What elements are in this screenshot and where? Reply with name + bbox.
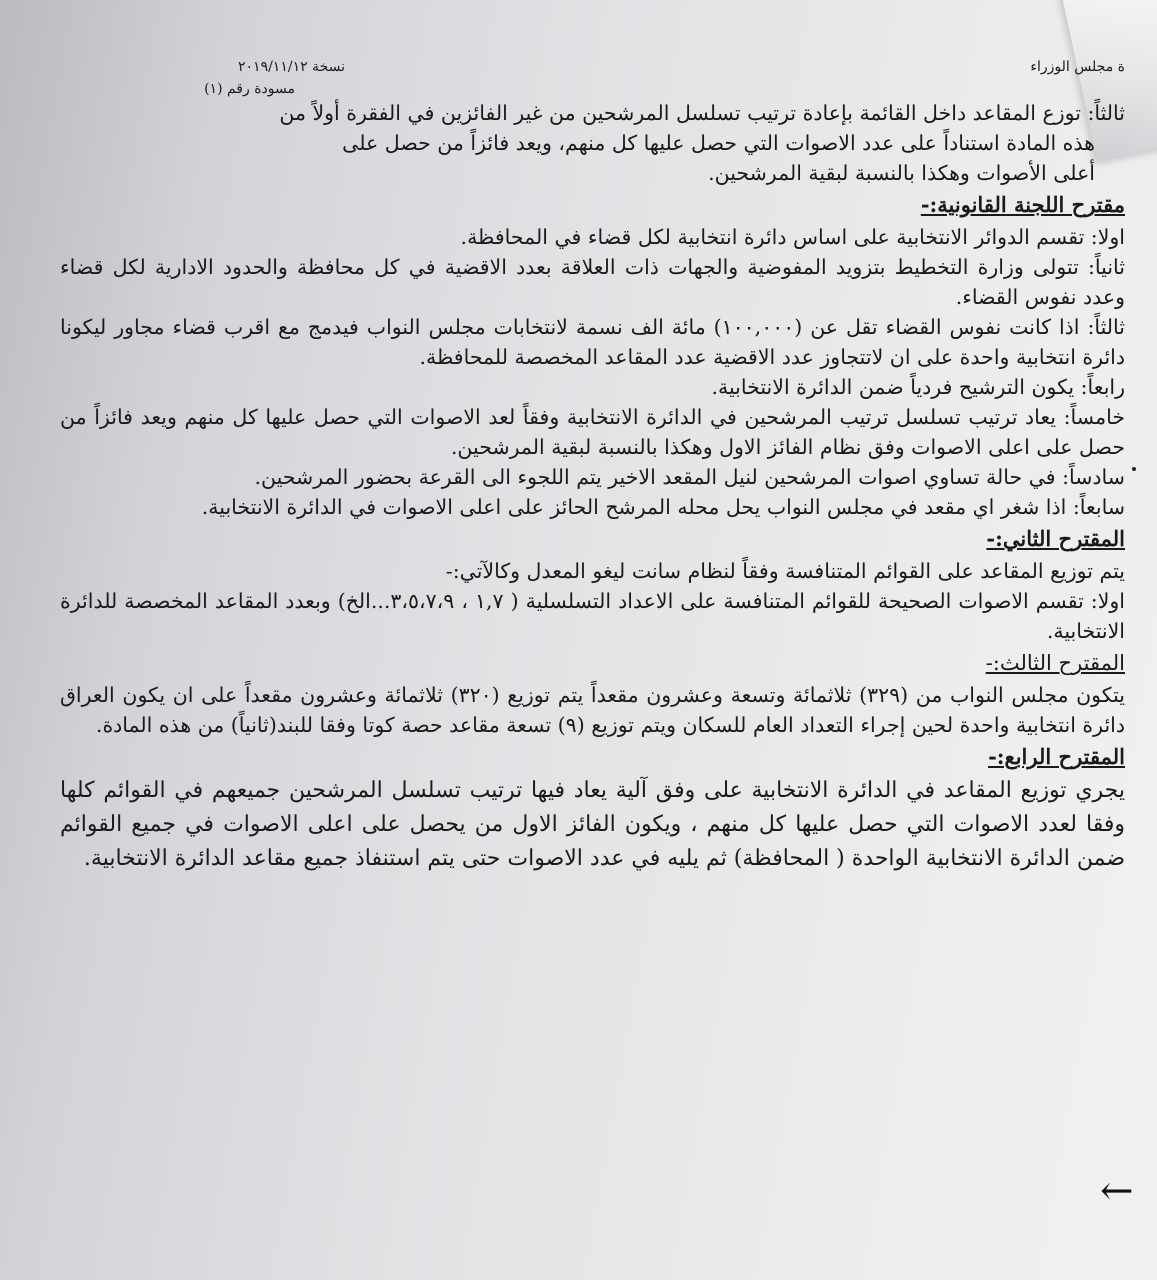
handwritten-arrow-icon: ← xyxy=(1100,1168,1134,1214)
fourth-proposal-text: يجري توزيع المقاعد في الدائرة الانتخابية على وفق آلية يعاد فيها ترتيب تسلسل المرشحين جميعهم في القوائم كلها وفقا لعدد الاصوات التي حصل عليها كل منهم ، ويكون الفائز الاول من يحصل على اعلى الاصوات في جميع القوائم ضمن الدائرة الانتخابية الواحدة ( المحافظة) ثم يليه في عدد الاصوات حتى يتم استنفاذ جميع مقاعد الدائرة الانتخابية. xyxy=(60,778,1125,871)
intro-line: أعلى الأصوات وهكذا بالنسبة لبقية المرشحين. xyxy=(708,161,1095,185)
clause: اولا: تقسم الاصوات الصحيحة للقوائم المتنافسة على الاعداد التسلسلية ( ١,٧ ، ٣،٥،٧،٩...الخ) وبعدد المقاعد المخصصة للدائرة الانتخابية. xyxy=(60,589,1125,643)
third-proposal-heading: المقترح الثالث:- xyxy=(985,651,1125,675)
legal-committee-heading: مقترح اللجنة القانونية:- xyxy=(920,192,1125,217)
second-proposal-heading: المقترح الثاني:- xyxy=(986,526,1125,551)
draft-number: مسودة رقم (١) xyxy=(204,81,295,97)
second-proposal-lead: يتم توزيع المقاعد على القوائم المتنافسة وفقاً لنظام سانت ليغو المعدل وكالآتي:- xyxy=(445,559,1125,583)
intro-line: هذه المادة استناداً على عدد الاصوات التي حصل عليها كل منهم، ويعد فائزاً من حصل على xyxy=(342,131,1095,155)
intro-line: ثالثاً: توزع المقاعد داخل القائمة بإعادة ترتيب تسلسل المرشحين من غير الفائزين في الفقرة أولاً من xyxy=(279,101,1125,125)
clause: رابعاً: يكون الترشيح فردياً ضمن الدائرة الانتخابية. xyxy=(711,375,1125,399)
document-body xyxy=(60,52,1125,876)
ministry-header: ة مجلس الوزراء xyxy=(1030,59,1125,75)
copy-date: نسخة ٢٠١٩/١١/١٢ xyxy=(238,59,345,75)
clause: خامساً: يعاد ترتيب تسلسل ترتيب المرشحين في الدائرة الانتخابية وفقاً لعد الاصوات التي حصل عليها كل منهم ويعد فائزاً من حصل على اعلى الاصوات وفق نظام الفائز الاول وهكذا بالنسبة لبقية المرشحين. xyxy=(60,405,1125,459)
clause: اولا: تقسم الدوائر الانتخابية على اساس دائرة انتخابية لكل قضاء في المحافظة. xyxy=(460,225,1125,249)
clause: سابعاً: اذا شغر اي مقعد في مجلس النواب يحل محله المرشح الحائز على اعلى الاصوات في الدائرة الانتخابية. xyxy=(201,495,1125,519)
third-proposal-text: يتكون مجلس النواب من (٣٢٩) ثلاثمائة وتسعة وعشرون مقعداً يتم توزيع (٣٢٠) ثلاثمائة وعشرون مقعداً على ان يكون العراق دائرة انتخابية واحدة لحين إجراء التعداد العام للسكان ويتم توزيع (٩) تسعة مقاعد حصة كوتا وفقا للبند(ثانياً) من هذه المادة. xyxy=(60,683,1125,737)
clause: ثالثاً: اذا كانت نفوس القضاء تقل عن (١٠٠,٠٠٠) مائة الف نسمة لانتخابات مجلس النواب فيدمج مع اقرب قضاء مجاور ليكونا دائرة انتخابية واحدة على ان لاتتجاوز عدد الاقضية عدد المقاعد المخصصة للمحافظة. xyxy=(60,315,1125,369)
ink-dot xyxy=(1132,467,1136,471)
fourth-proposal-heading: المقترح الرابع:- xyxy=(988,744,1125,769)
page-header xyxy=(60,52,1125,98)
clause: سادساً: في حالة تساوي اصوات المرشحين لنيل المقعد الاخير يتم اللجوء الى القرعة بحضور المرشحين. xyxy=(254,465,1125,489)
clause: ثانياً: تتولى وزارة التخطيط بتزويد المفوضية والجهات ذات العلاقة بعدد الاقضية في كل محافظة والحدود الادارية لكل قضاء وعدد نفوس القضاء. xyxy=(60,255,1125,309)
